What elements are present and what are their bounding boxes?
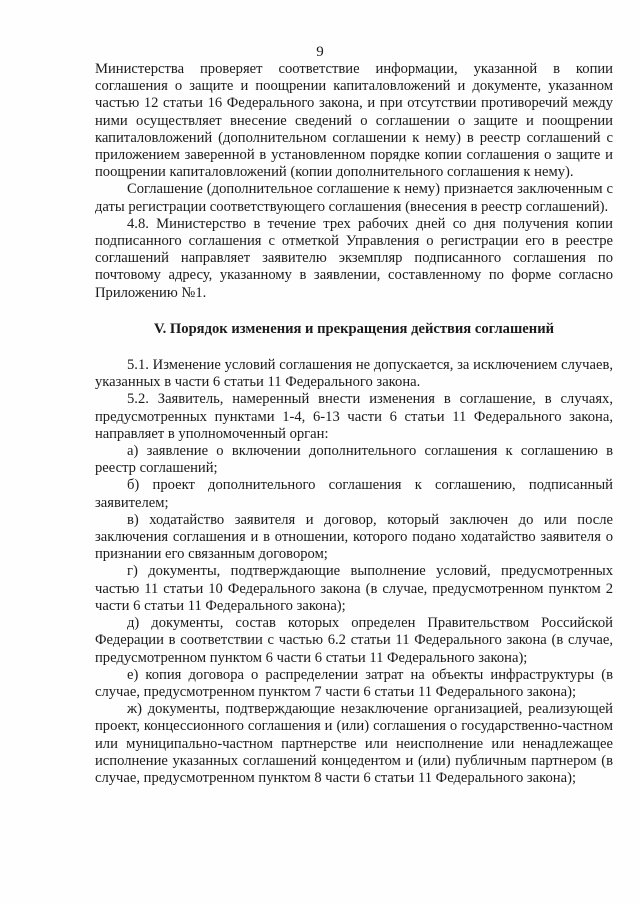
list-item-g: г) документы, подтверждающие выполнение условий, предусмотренных частью 11 статьи 10 Федерального закона (в случае, предусмотренном пунктом 2 части 6 статьи 11 Федерального закона); xyxy=(95,563,613,614)
list-item-v: в) ходатайство заявителя и договор, который заключен до или после заключения соглашения и в отношении, которого подано ходатайство заявителя о признании его связанным договором; xyxy=(95,511,613,563)
document-body xyxy=(95,61,613,787)
list-item-e: е) копия договора о распределении затрат на объекты инфраструктуры (в случае, предусмотренном пунктом 7 части 6 статьи 11 Федерального закона); xyxy=(95,666,613,700)
page-number: 9 xyxy=(316,44,324,60)
paragraph-5-2: 5.2. Заявитель, намеренный внести изменения в соглашение, в случаях, предусмотренных пунктами 1-4, 6-13 части 6 статьи 11 Федерального закона, направляет в уполномоченный орган: xyxy=(95,391,613,442)
list-item-d: д) документы, состав которых определен Правительством Российской Федерации в соответствии с частью 6.2 статьи 11 Федерального закона (в случае, предусмотренном пунктом 6 части 6 статьи 11 Федерального закона); xyxy=(95,615,613,666)
list-item-b: б) проект дополнительного соглашения к соглашению, подписанный заявителем; xyxy=(95,477,613,511)
section-heading: V. Порядок изменения и прекращения действия соглашений xyxy=(153,320,555,337)
paragraph-4-8: 4.8. Министерство в течение трех рабочих дней со дня получения копии подписанного соглашения с отметкой Управления о регистрации его в реестре соглашений направляет заявителю экземпляр подписанного соглашения по почтовому адресу, указанному в заявлении, составленному по форме согласно Приложению №1. xyxy=(95,215,613,301)
paragraph-agreement-concluded: Соглашение (дополнительное соглашение к нему) признается заключенным с даты регистрации соответствующего соглашения (внесения в реестр соглашений). xyxy=(95,181,613,215)
paragraph-5-1: 5.1. Изменение условий соглашения не допускается, за исключением случаев, указанных в части 6 статьи 11 Федерального закона. xyxy=(95,357,613,391)
list-item-a: а) заявление о включении дополнительного соглашения к соглашению в реестр соглашений; xyxy=(95,443,613,477)
paragraph-continuation: Министерства проверяет соответствие информации, указанной в копии соглашения о защите и поощрении капиталовложений и документе, указанном частью 12 статьи 16 Федерального закона, и при отсутствии противоречий между ними осуществляет внесение сведений о соглашении о защите и поощрении капиталовложений (дополнительном соглашении к нему) в реестр соглашений с приложением заверенной в установленном порядке копии соглашения о защите и поощрении капиталовложений (копии дополнительного соглашения к нему). xyxy=(95,61,613,181)
list-item-zh: ж) документы, подтверждающие незаключение организацией, реализующей проект, концессионного соглашения и (или) соглашения о государственно-частном или муниципально-частном партнерстве или неисполнение или ненадлежащее исполнение указанных соглашений концедентом и (или) публичным партнером (в случае, предусмотренном пунктом 8 части 6 статьи 11 Федерального закона); xyxy=(95,701,613,786)
